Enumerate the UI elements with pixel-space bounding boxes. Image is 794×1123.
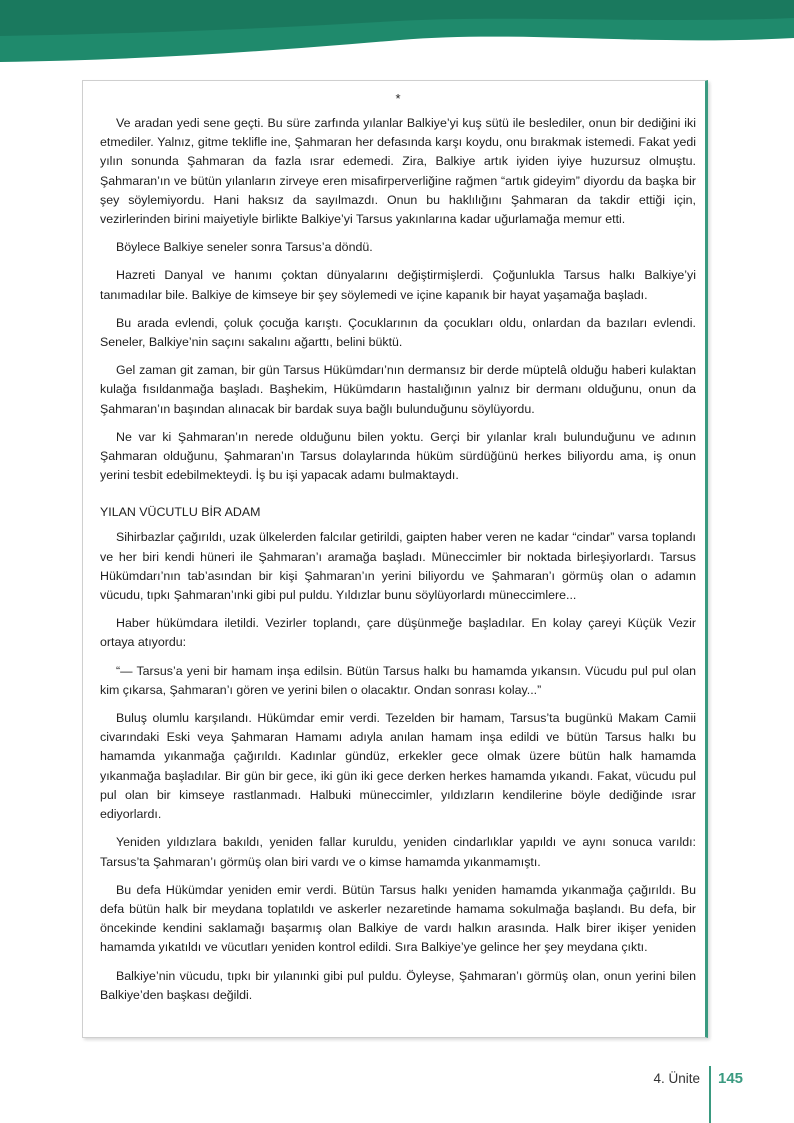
footer-rule	[709, 1092, 711, 1123]
paragraph: Balkiye’nin vücudu, tıpkı bir yılanınki gibi pul puldu. Öyleyse, Şahmaran’ı görmüş olan, onun yerini bilen Balkiye’den başkası değildi.	[100, 968, 696, 1002]
paragraph: Bu arada evlendi, çoluk çocuğa karıştı. Çocuklarının da çocukları oldu, onlardan da bazıları evlendi. Seneler, Balkiye’nin saçını sakalını ağarttı, belini büktü.	[100, 315, 696, 350]
paragraph: Hazreti Danyal ve hanımı çoktan dünyalarını değiştirmişlerdi. Çoğunlukla Tarsus halkı Balkiye’yi tanımadılar bile. Balkiye de kimseye bir şey söylemedi ve içine kapanık bir hayat yaşamağa başladı.	[100, 268, 696, 302]
section-separator: *	[395, 91, 401, 106]
paragraph: Bu defa Hükümdar yeniden emir verdi. Bütün Tarsus halkı yeniden hamamda yıkanmağa çağırıldı. Bu defa bütün halk bir meydana toplatıldı ve askerler nezaretinde hamama sokulmağa başlandı. Bu defa, bir öncekinde kendini saklamağı başarmış olan Balkiye de vardı halkın arasında. Halk birer ikişer yeniden hamamda yıkatıldı ve vücutları yeniden kontrol edildi. Sıra Balkiye’ye gelince her şey meydana çıktı.	[100, 882, 696, 955]
paragraph: Yeniden yıldızlara bakıldı, yeniden fallar kuruldu, yeniden cindarlıklar yapıldı ve aynı sonuca varıldı: Tarsus’ta Şahmaran’ı görmüş olan biri vardı ve o kimse hamamda yıkanmamıştı.	[100, 835, 696, 869]
page-number: 145	[718, 1070, 744, 1087]
paragraph: Gel zaman git zaman, bir gün Tarsus Hükümdarı’nın dermansız bir derde müptelâ olduğu haberi kulaktan kulağa fısıldanmağa başladı. Başhekim, Hükümdarın hastalığının yalnız bir dermanı olduğunu, onun da Şahmaran’ın başından alınacak bir bardak suya bağlı bulunduğunu söylüyordu.	[100, 363, 696, 416]
paragraph: Buluş olumlu karşılandı. Hükümdar emir verdi. Tezelden bir hamam, Tarsus’ta bugünkü Makam Camii civarındaki Eski veya Şahmaran Hamamı adıyla anılan hamam inşa edildi ve bütün Tarsus halkı bu hamamda yıkanmağa çağırıldı. Kadınlar gündüz, erkekler gece olmak üzere bütün halk hamamda yıkanmağa başladılar. Bir gün bir gece, iki gün iki gece derken herkes hamamda yıkandı. Fakat, vücudu pul pul olan bir kimseye rastlanmadı. Halbuki müneccimler, yıldızların kendilerine böyle dediğinde ısrar ediyorlardı.	[100, 711, 696, 822]
unit-label: 4. Ünite	[653, 1071, 700, 1086]
paragraph: Ne var ki Şahmaran’ın nerede olduğunu bilen yoktu. Gerçi bir yılanlar kralı bulunduğunu ve adının Şahmaran olduğunu, Şahmaran’ın Tarsus dolaylarında hüküm sürdüğünü herkes biliyordu ama, iş onun yerini tesbit edebilmekteydi. İş bu işi yapacak adamı bulmaktaydı.	[100, 429, 696, 483]
paragraph: Haber hükümdara iletildi. Vezirler toplandı, çare düşünmeğe başladılar. En kolay çareyi Küçük Vezir ortaya atıyordu:	[100, 616, 696, 650]
top-banner	[0, 0, 794, 70]
paragraph: “— Tarsus’a yeni bir hamam inşa edilsin. Bütün Tarsus halkı bu hamamda yıkansın. Vücudu pul pul olan kim çıkarsa, Şahmaran’ı gören ve yerini bilen o olacaktır. Ondan sonrası kolay...”	[100, 663, 696, 697]
section-heading: YILAN VÜCUTLU BİR ADAM	[100, 505, 261, 520]
document-body	[100, 92, 696, 1014]
paragraph: Böylece Balkiye seneler sonra Tarsus’a döndü.	[116, 240, 373, 255]
paragraph: Ve aradan yedi sene geçti. Bu süre zarfında yılanlar Balkiye’yi kuş sütü ile beslediler, onun bir dediğini iki etmediler. Yalnız, gitme teklifle ine, Şahmaran her defasında karşı koydu, onu bırakmak istemedi. Fakat yedi yılın sonunda Şahmaran da fazla ısrar edemedi. Zira, Balkiye artık iyiden iyiye huzursuz olmuştu. Şahmaran’ın ve bütün yılanların zirveye eren misafirperverliğine rağmen “artık gideyim” diyordu da başka bir şey söylemiyordu. Hani haksız da sayılmazdı. Onun bu haklılığını Şahmaran da takdir ettiği için, vezirlerinden birini maiyetiyle birlikte Balkiye’yi Tarsus yakınlarına kadar uğurlamağa memur etti.	[100, 116, 696, 227]
paragraph: Sihirbazlar çağırıldı, uzak ülkelerden falcılar getirildi, gaipten haber veren ne kadar “cindar” varsa toplandı ve her biri kendi hüneri ile Şahmaran’ı aramağa başladı. Müneccimler bir noktada birleşiyorlardı. Tarsus Hükümdarı’nın tab’asından bir kişi Şahmaran’ın yerini biliyordu ve Şahmaran’ı görmüş olan o adamın vücudu, tıpkı Şahmaran’ınki gibi pul puldu. Yıldızlar bunu söylüyorlardı müneccimlere...	[100, 530, 696, 603]
footer-divider	[709, 1066, 711, 1092]
